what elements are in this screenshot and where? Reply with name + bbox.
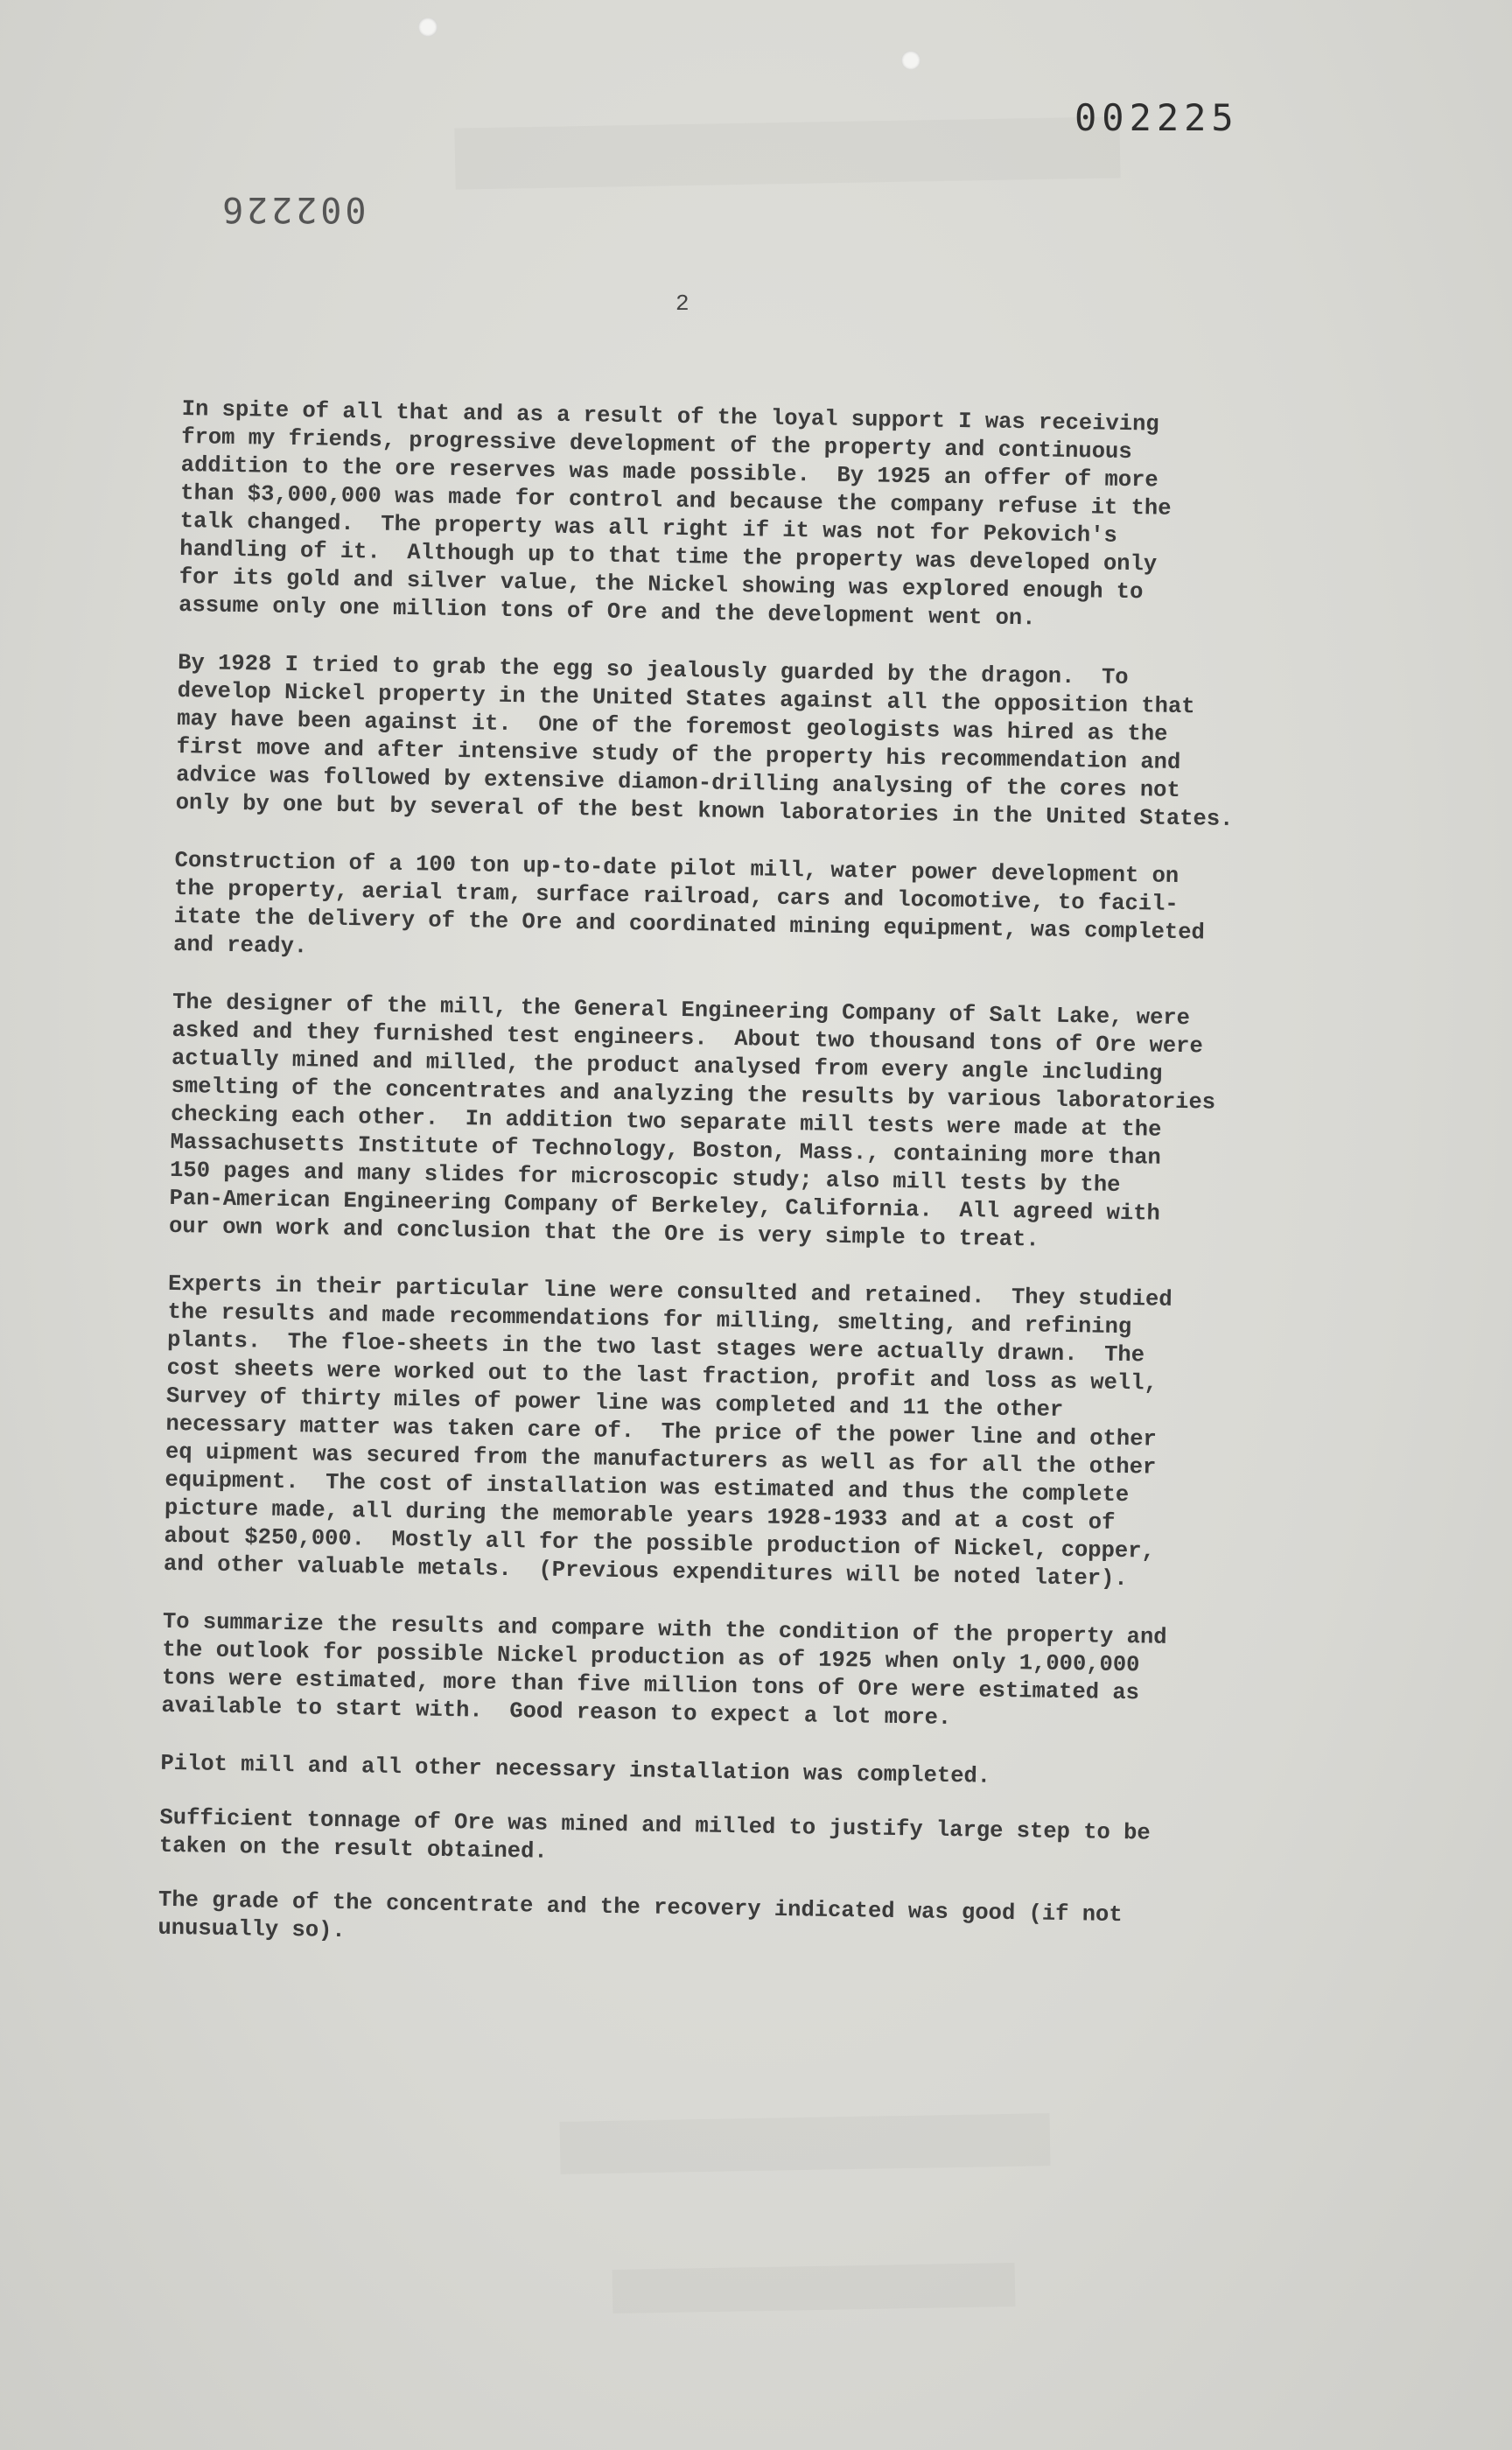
punch-hole — [418, 18, 438, 37]
paragraph-6: To summarize the results and compare with the condition of the property and the outlook for possible Nickel production as of 1925 when only 1,000,000 tons were estimated, more than five million tons of Ore were estimated as available to start with. Good reason to expect a lot more. — [161, 1608, 1167, 1731]
paragraph-3: Construction of a 100 ton up-to-date pilot mill, water power development on the property, aerial tram, surface railroad, cars and locomotive, to facil- itate the delivery of the Ore and coordinated mining equipment, was completed and ready. — [172, 847, 1206, 960]
mirrored-stamp-number: 002226 — [219, 189, 367, 229]
paragraph-9: The grade of the concentrate and the recovery indicated was good (if not unusually so). — [158, 1886, 1123, 1944]
paragraph-1: In spite of all that and as a result of the loyal support I was receiving from my friends, progressive development of the property and continuous addition to the ore reserves was made possible. By 1925 an offer of more than $3,000,000 was made for control and because the company refuse it the talk changed. The property was all right if it was not for Pekovich's handling of it. Although up to that time the property was developed only for its gold and silver value, the Nickel showing was explored enough to assume only one million tons of Ore and the development went on. — [178, 396, 1172, 632]
bleed-through-mark — [612, 2263, 1016, 2314]
page-number: 2 — [676, 290, 690, 317]
punch-hole — [901, 51, 920, 70]
bleed-through-mark — [560, 2113, 1051, 2174]
document-stamp-number: 002225 — [1074, 96, 1239, 139]
bleed-through-mark — [454, 116, 1120, 189]
paragraph-2: By 1928 I tried to grab the egg so jealously guarded by the dragon. To develop Nickel property in the United States against all the opposition that may have been against it. One of the foremost geologists was hired as the first move and after intensive study of the property his recommendation and advice was followed by extensive diamon-drilling analysing of the cores not only by one but by several of the best known laboratories in the United States. — [175, 649, 1234, 832]
paragraph-4: The designer of the mill, the General Engineering Company of Salt Lake, were asked and they furnished test engineers. About two thousand tons of Ore were actually mined and milled, the product analysed from every angle including smelting of the concentrates and analyzing the results by various laboratories checking each other. In addition two separate mill tests were made at the Massachusetts Institute of Technology, Boston, Mass., containing more than 150 pages and many slides for microscopic study; also mill tests by the Pan-American Engineering Company of Berkeley, California. All agreed with our own work and conclusion that the Ore is very simple to treat. — [168, 989, 1216, 1253]
paragraph-7: Pilot mill and all other necessary installation was completed. — [160, 1750, 991, 1789]
paragraph-8: Sufficient tonnage of Ore was mined and milled to justify large step to be taken on the result obtained. — [158, 1804, 1151, 1865]
document-body — [158, 396, 1354, 1991]
paragraph-5: Experts in their particular line were consulted and retained. They studied the results and made recommendations for milling, smelting, and refining plants. The floe-sheets in the two last stages were actually drawn. The cost sheets were worked out to the last fraction, profit and loss as well, Survey of thirty miles of power line was completed and 11 the other necessary matter was taken care of. The price of the power line and other eq uipment was secured from the manufacturers as well as for all the other equipment. The cost of installation was estimated and thus the complete picture made, all during the memorable years 1928-1933 and at a cost of about $250,000. Mostly all for the possible production of Nickel, copper, and other valuable metals. (Previous expenditures will be noted later). — [163, 1270, 1172, 1592]
